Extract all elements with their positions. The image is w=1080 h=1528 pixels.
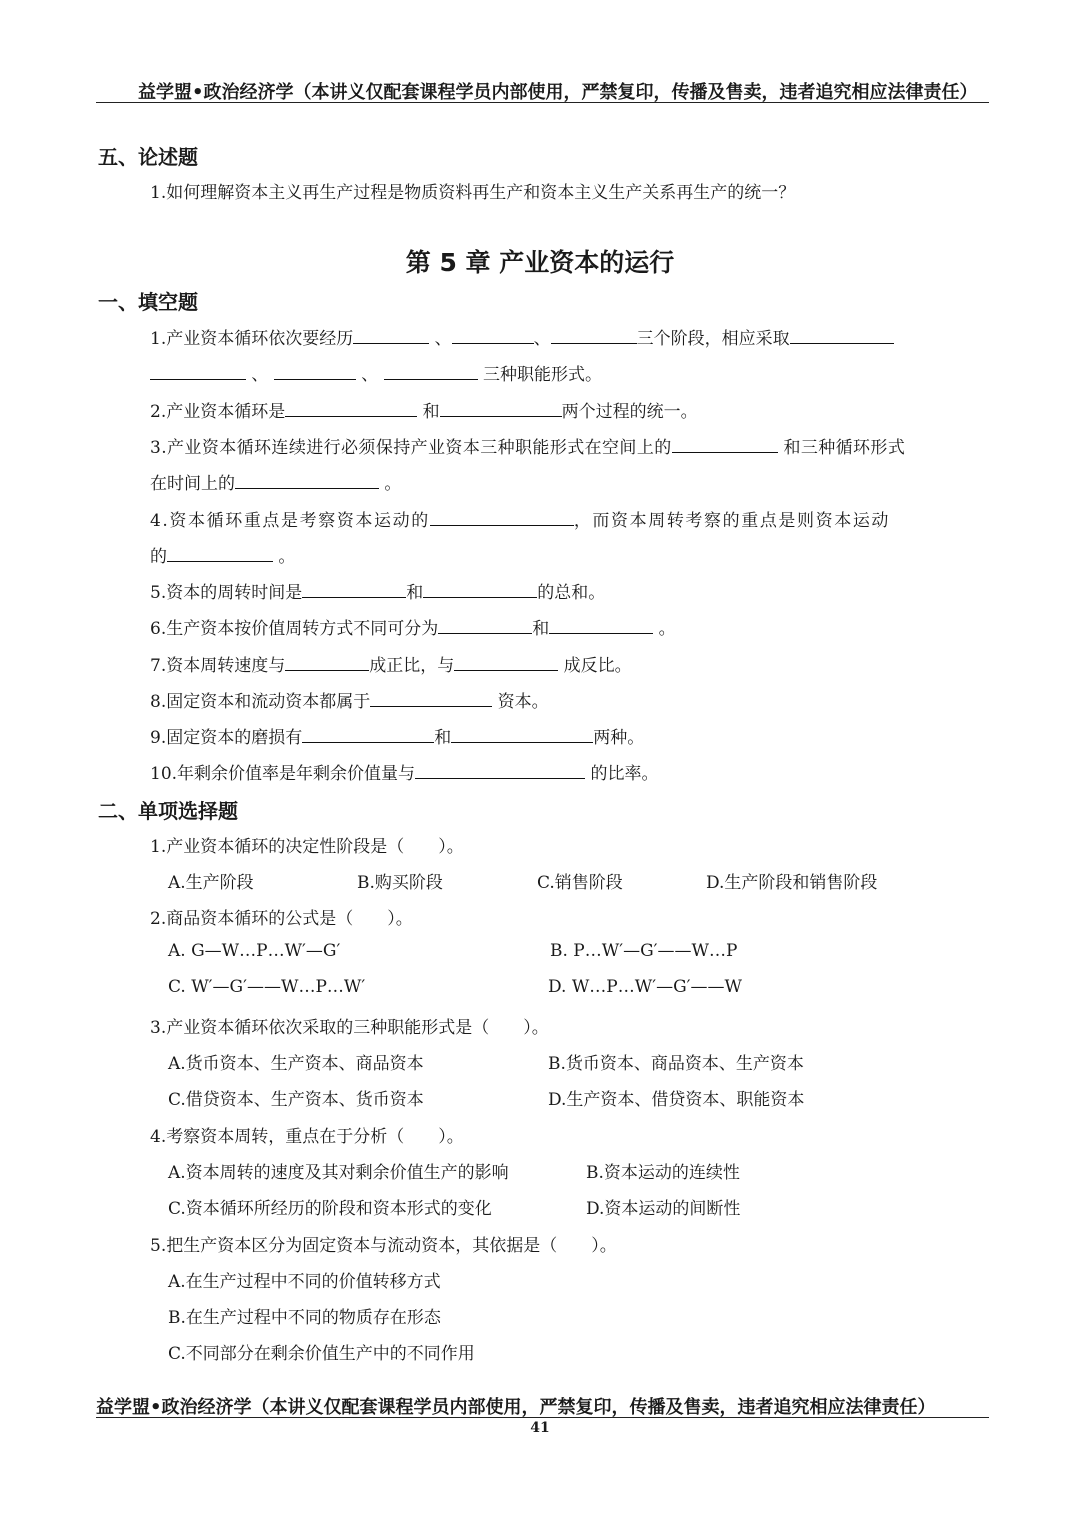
footer-rule (96, 1417, 989, 1418)
page-number: 41 (530, 1420, 550, 1436)
blank (302, 583, 406, 598)
essay-question-1: 1.如何理解资本主义再生产过程是物质资料再生产和资本主义生产关系再生产的统一？ (150, 183, 796, 203)
choice-question-2: 2.商品资本循环的公式是（ ）。 (150, 909, 413, 929)
choice-question-3: 3.产业资本循环依次采取的三种职能形式是（ ）。 (150, 1018, 549, 1038)
choice-3-option-d: D.生产资本、借贷资本、职能资本 (548, 1090, 805, 1110)
choice-4-option-b: B.资本运动的连续性 (586, 1163, 740, 1183)
fill-question-8: 8.固定资本和流动资本都属于 资本。 (150, 692, 549, 712)
page-footer: 益学盟•政治经济学（本讲义仅配套课程学员内部使用，严禁复印，传播及售卖，违者追究相应法律责任） (96, 1397, 936, 1418)
section-essay-title: 五、论述题 (98, 145, 198, 169)
choice-4-option-c: C.资本循环所经历的阶段和资本形式的变化 (168, 1199, 492, 1219)
fill-question-6: 6.生产资本按价值周转方式不同可分为 和 。 (150, 619, 676, 639)
chapter-title: 第 5 章 产业资本的运行 (405, 248, 675, 277)
choice-2-option-c: C. W′—G′——W…P…W′ (168, 977, 366, 997)
blank (167, 547, 273, 562)
page-header: 益学盟•政治经济学（本讲义仅配套课程学员内部使用，严禁复印，传播及售卖，违者追究相应法律责任） (138, 82, 978, 103)
blank (274, 365, 356, 380)
blank (384, 365, 478, 380)
blank (285, 402, 417, 417)
section-single-choice-title: 二、单项选择题 (98, 799, 238, 823)
choice-2-option-a: A. G—W…P…W′—G′ (168, 941, 341, 961)
blank (551, 329, 637, 344)
header-rule (96, 102, 989, 103)
fill-question-10: 10.年剩余价值率是年剩余价值量与 的比率。 (150, 764, 659, 784)
blank (430, 511, 574, 526)
choice-question-4: 4.考察资本周转，重点在于分析（ ）。 (150, 1127, 464, 1147)
fill-question-3: 3.产业资本循环连续进行必须保持产业资本三种职能形式在空间上的 和三种循环形式 (150, 438, 906, 458)
fill-question-1: 1.产业资本循环依次要经历 、 、 三个阶段，相应采取 (150, 324, 894, 349)
choice-3-option-a: A.货币资本、生产资本、商品资本 (168, 1054, 424, 1074)
choice-1-option-a: A.生产阶段 (168, 873, 254, 893)
blank (549, 619, 653, 634)
blank (150, 365, 246, 380)
choice-4-option-a: A.资本周转的速度及其对剩余价值生产的影响 (168, 1163, 509, 1183)
blank (790, 329, 894, 344)
blank (451, 728, 593, 743)
section-fill-blank-title: 一、填空题 (98, 290, 198, 314)
choice-question-1: 1.产业资本循环的决定性阶段是（ ）。 (150, 837, 464, 857)
blank (438, 619, 532, 634)
fill-question-1-cont: 、 、 三种职能形式。 (150, 360, 602, 385)
blank (285, 656, 369, 671)
blank (415, 764, 585, 779)
choice-5-option-c: C.不同部分在剩余价值生产中的不同作用 (168, 1344, 475, 1364)
fill-question-9: 9.固定资本的磨损有 和 两种。 (150, 728, 645, 748)
fill-question-2: 2.产业资本循环是 和 两个过程的统一。 (150, 402, 698, 422)
choice-4-option-d: D.资本运动的间断性 (586, 1199, 741, 1219)
blank (454, 656, 558, 671)
blank (353, 329, 429, 344)
choice-1-option-d: D.生产阶段和销售阶段 (706, 873, 878, 893)
choice-5-option-a: A.在生产过程中不同的价值转移方式 (168, 1272, 441, 1292)
blank (452, 329, 534, 344)
choice-question-5: 5.把生产资本区分为固定资本与流动资本，其依据是（ ）。 (150, 1236, 617, 1256)
blank (423, 583, 537, 598)
blank (235, 474, 379, 489)
choice-1-option-c: C.销售阶段 (537, 873, 623, 893)
choice-3-option-b: B.货币资本、商品资本、生产资本 (548, 1054, 804, 1074)
choice-3-option-c: C.借贷资本、生产资本、货币资本 (168, 1090, 424, 1110)
blank (302, 728, 434, 743)
blank (672, 438, 778, 453)
choice-2-option-b: B. P…W′—G′——W…P (550, 941, 738, 961)
fill-question-4-cont: 的 。 (150, 547, 296, 567)
fill-question-4: 4.资本循环重点是考察资本运动的 ，而资本周转考察的重点是则资本运动 (150, 511, 891, 531)
blank (370, 692, 492, 707)
fill-question-5: 5.资本的周转时间是 和 的总和。 (150, 583, 606, 603)
choice-2-option-d: D. W…P…W′—G′——W (548, 977, 742, 997)
blank (440, 402, 562, 417)
choice-1-option-b: B.购买阶段 (357, 873, 443, 893)
choice-5-option-b: B.在生产过程中不同的物质存在形态 (168, 1308, 441, 1328)
fill-question-3-cont: 在时间上的 。 (150, 474, 402, 494)
fill-question-7: 7.资本周转速度与 成正比，与 成反比。 (150, 656, 632, 676)
